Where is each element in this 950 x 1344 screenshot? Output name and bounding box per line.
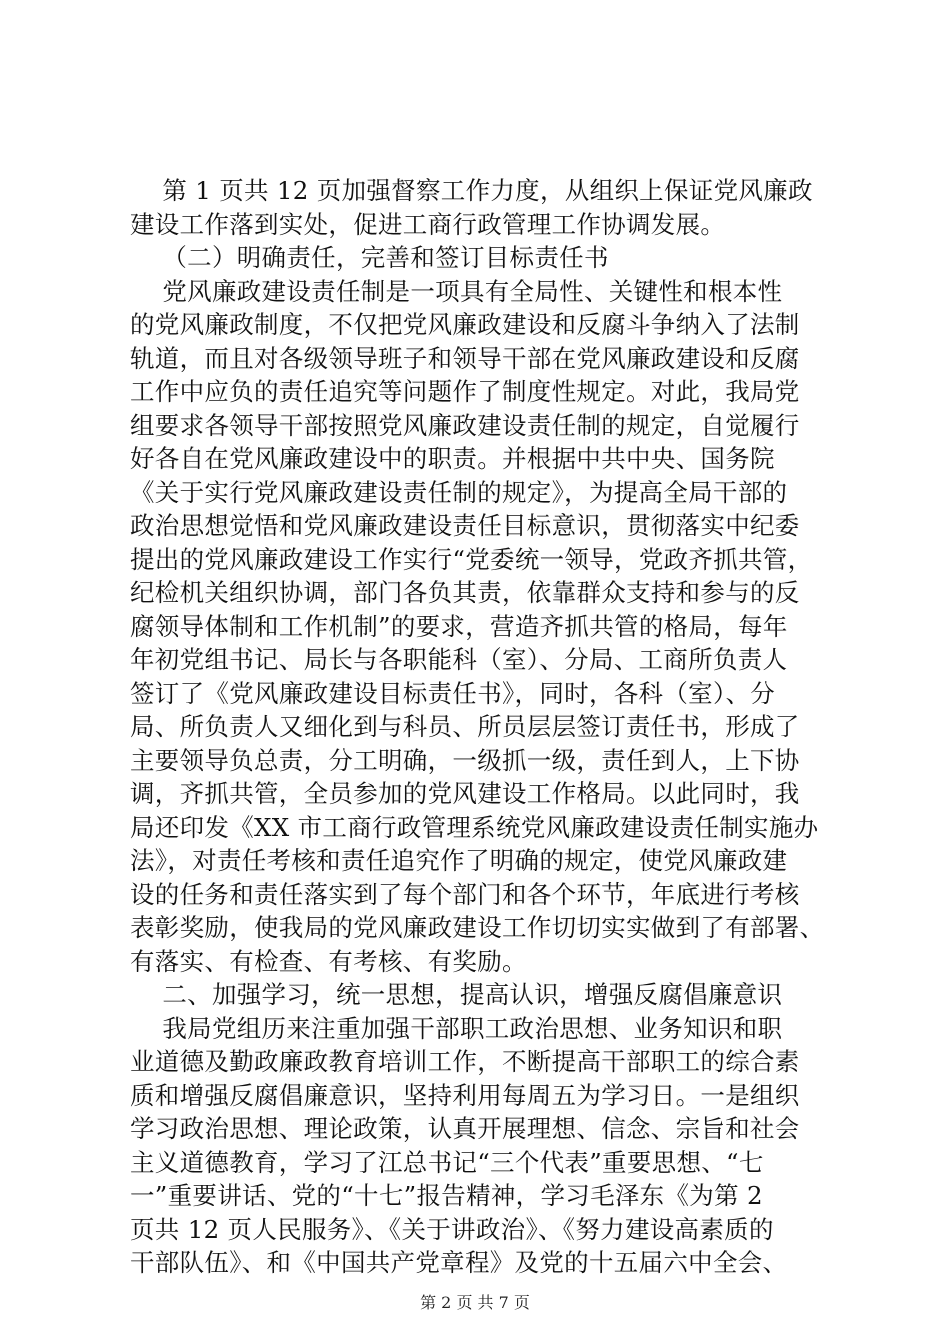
text-line: 工作中应负的责任追究等问题作了制度性规定。对此，我局党 (130, 377, 800, 406)
text-line: 年初党组书记、局长与各职能科（室）、分局、工商所负责人 (130, 645, 788, 674)
text-line: 调，齐抓共管，全员参加的党风建设工作格局。以此同时，我 (130, 779, 800, 808)
text-line: 法》，对责任考核和责任追究作了明确的规定，使党风廉政建 (130, 846, 788, 875)
document-body (130, 174, 830, 1280)
text-line: 一”重要讲话、党的“十七”报告精神，学习毛泽东《为第 2 (130, 1181, 763, 1210)
text-line: 党风廉政建设责任制是一项具有全局性、关键性和根本性 (130, 276, 783, 306)
text-line: 表彰奖励，使我局的党风廉政建设工作切切实实做到了有部署、 (130, 913, 825, 942)
text-line: 组要求各领导干部按照党风廉政建设责任制的规定，自觉履行 (130, 410, 800, 440)
section-heading: （二）明确责任，完善和签订目标责任书 (130, 243, 609, 272)
text-line: 建设工作落到实处，促进工商行政管理工作协调发展。 (130, 209, 726, 239)
text-line: 纪检机关组织协调，部门各负其责，依靠群众支持和参与的反 (130, 578, 800, 607)
text-line: 提出的党风廉政建设工作实行“党委统一领导，党政齐抓共管， (130, 544, 813, 574)
section-heading: 二、加强学习，统一思想，提高认识，增强反腐倡廉意识 (130, 980, 783, 1009)
text-line: 好各自在党风廉政建设中的职责。并根据中共中央、国务院 (130, 444, 775, 473)
text-line: 设的任务和责任落实到了每个部门和各个环节，年底进行考核 (130, 879, 800, 909)
page-number-footer: 第 2 页 共 7 页 (420, 1293, 530, 1312)
text-line: 《关于实行党风廉政建设责任制的规定》，为提高全局干部的 (130, 477, 788, 507)
text-line: 页共 12 页人民服务》、《关于讲政治》、《努力建设高素质的 (130, 1214, 774, 1244)
text-line: 的党风廉政制度，不仅把党风廉政建设和反腐斗争纳入了法制 (130, 310, 800, 339)
text-line: 质和增强反腐倡廉意识，坚持利用每周五为学习日。一是组织 (130, 1080, 800, 1110)
text-line: 局、所负责人又细化到与科员、所员层层签订责任书，形成了 (130, 712, 800, 741)
text-line: 政治思想觉悟和党风廉政建设责任目标意识，贯彻落实中纪委 (130, 511, 800, 540)
text-line: 干部队伍》、和《中国共产党章程》及党的十五届六中全会、 (130, 1248, 788, 1277)
text-line: 业道德及勤政廉政教育培训工作，不断提高干部职工的综合素 (130, 1047, 800, 1076)
text-line: 腐领导体制和工作机制”的要求，营造齐抓共管的格局，每年 (130, 611, 788, 641)
text-line: 轨道，而且对各级领导班子和领导干部在党风廉政建设和反腐 (130, 343, 800, 373)
text-line: 局还印发《XX 市工商行政管理系统党风廉政建设责任制实施办 (130, 812, 819, 842)
text-line: 学习政治思想、理论政策，认真开展理想、信念、宗旨和社会 (130, 1114, 800, 1143)
text-line: 签订了《党风廉政建设目标责任书》，同时，各科（室）、分 (130, 678, 776, 708)
text-line: 主义道德教育，学习了江总书记“三个代表”重要思想、“七 (130, 1147, 764, 1177)
text-line: 我局党组历来注重加强干部职工政治思想、业务知识和职 (130, 1013, 783, 1043)
text-line: 第 1 页共 12 页加强督察工作力度，从组织上保证党风廉政 (130, 176, 813, 205)
text-line: 主要领导负总责，分工明确，一级抓一级，责任到人，上下协 (130, 745, 800, 775)
text-line: 有落实、有检查、有考核、有奖励。 (130, 946, 527, 976)
